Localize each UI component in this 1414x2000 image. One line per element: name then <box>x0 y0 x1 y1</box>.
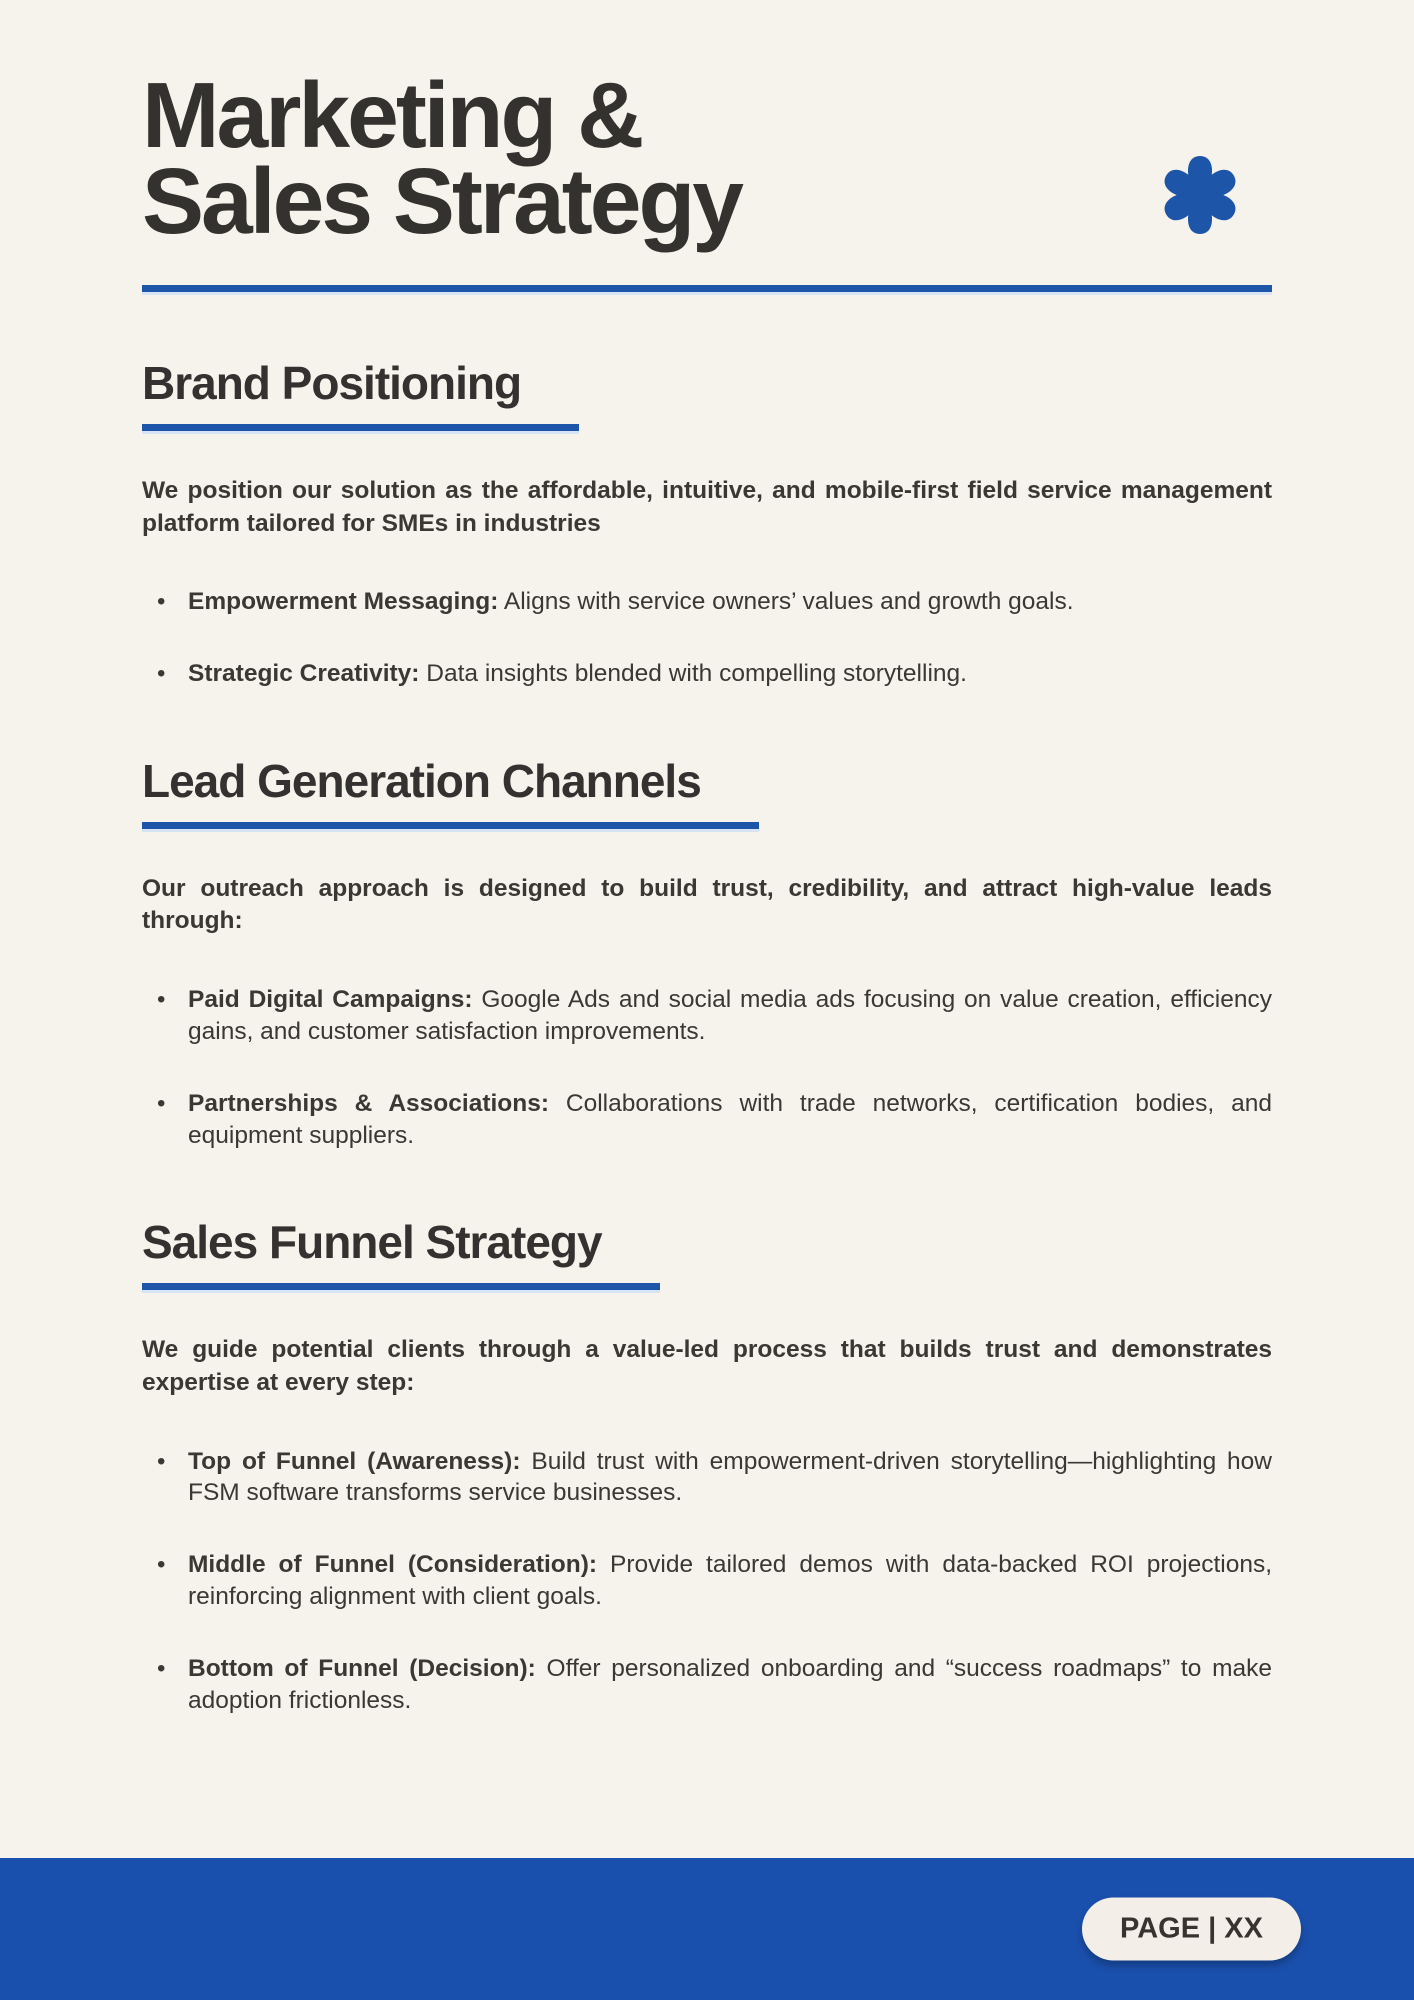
bullet-list <box>142 586 1272 690</box>
section-intro: We position our solution as the affordable, intuitive, and mobile-first field service management platform tailored for SMEs in industries <box>142 476 1272 537</box>
page-title-line1: Marketing & <box>142 63 642 167</box>
bullet-text: Aligns with service owners’ values and growth goals. <box>503 588 1074 616</box>
list-item <box>142 586 1272 618</box>
section-brand-positioning <box>142 356 1272 690</box>
list-item <box>142 1653 1272 1717</box>
bullet-label: Empowerment Messaging: <box>188 588 499 616</box>
bullet-list <box>142 984 1272 1151</box>
section-heading: Lead Generation Channels <box>142 754 759 829</box>
bullet-text: Build trust with empowerment-driven storytelling—highlighting how FSM software transforms service businesses. <box>188 1447 1273 1507</box>
section-heading: Brand Positioning <box>142 356 579 431</box>
footer-bar <box>0 1858 1414 2000</box>
bullet-label: Paid Digital Campaigns: <box>188 985 473 1013</box>
section-intro: We guide potential clients through a value-led process that builds trust and demonstrates expertise at every step: <box>142 1336 1272 1396</box>
bullet-dot: • <box>157 1089 166 1117</box>
bullet-dot: • <box>157 659 166 687</box>
page-title <box>142 63 742 254</box>
list-item <box>142 1549 1272 1613</box>
bullet-dot: • <box>157 1551 166 1579</box>
bullet-label: Strategic Creativity: <box>188 659 420 687</box>
bullet-label: Partnerships & Associations: <box>188 1089 550 1117</box>
section-heading: Sales Funnel Strategy <box>142 1215 660 1290</box>
bullet-dot: • <box>157 588 166 616</box>
section-intro: Our outreach approach is designed to build trust, credibility, and attract high-value leads through: <box>142 874 1272 935</box>
title-divider-rule <box>142 285 1272 292</box>
section-lead-generation-channels <box>142 754 1272 1152</box>
bullet-text: Collaborations with trade networks, certification bodies, and equipment suppliers. <box>188 1089 1272 1149</box>
bullet-dot: • <box>157 1447 166 1475</box>
header <box>142 0 1272 254</box>
list-item <box>142 1088 1272 1152</box>
page-title-line2: Sales Strategy <box>142 149 742 254</box>
bullet-list <box>142 1446 1272 1717</box>
bullet-text: Provide tailored demos with data-backed ROI projections, reinforcing alignment with client goals. <box>188 1551 1273 1611</box>
bullet-label: Bottom of Funnel (Decision): <box>188 1654 536 1682</box>
list-item <box>142 984 1272 1048</box>
bullet-text: Offer personalized onboarding and “success roadmaps” to make adoption frictionless. <box>188 1654 1272 1714</box>
bullet-dot: • <box>157 985 166 1013</box>
bullet-label: Middle of Funnel (Consideration): <box>188 1551 598 1579</box>
bullet-label: Top of Funnel (Awareness): <box>188 1447 521 1475</box>
flower-asterisk-icon <box>1158 150 1242 243</box>
page-number-badge: PAGE | XX <box>1082 1898 1301 1961</box>
section-sales-funnel-strategy <box>142 1215 1272 1716</box>
bullet-dot: • <box>157 1654 166 1682</box>
list-item <box>142 1446 1272 1510</box>
list-item <box>142 658 1272 690</box>
bullet-text: Google Ads and social media ads focusing on value creation, efficiency gains, and customer satisfaction improvements. <box>188 985 1273 1045</box>
bullet-text: Data insights blended with compelling storytelling. <box>426 659 967 687</box>
